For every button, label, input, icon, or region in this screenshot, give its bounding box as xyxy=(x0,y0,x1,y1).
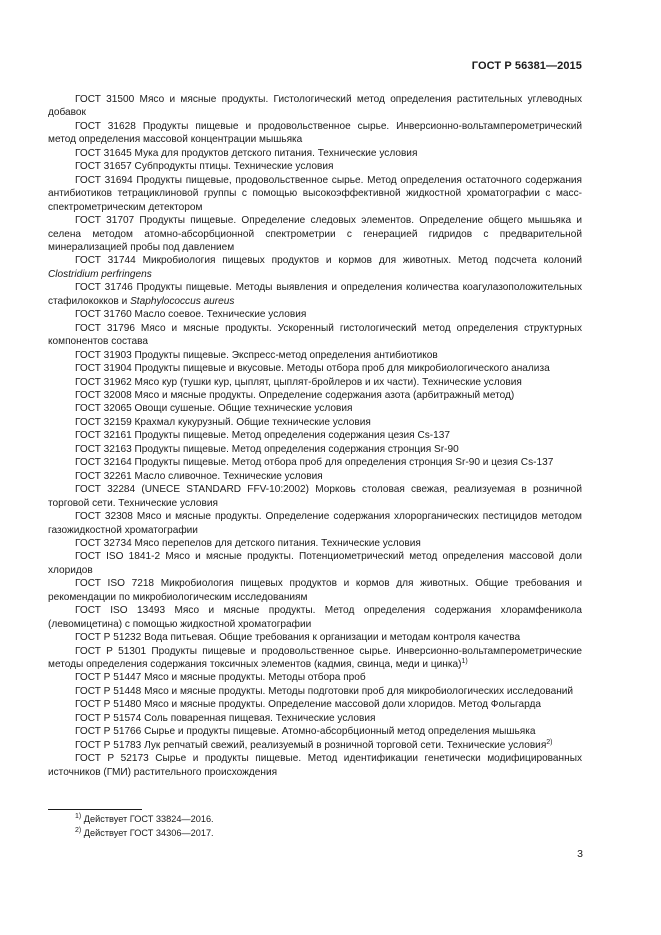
list-item: ГОСТ Р 51480 Мясо и мясные продукты. Определение массовой доли хлоридов. Метод Фольгарда xyxy=(75,699,541,711)
footnote-ref: 1) xyxy=(461,658,468,666)
footnote xyxy=(48,826,582,840)
list-item: ГОСТ 32261 Масло сливочное. Технические условия xyxy=(75,470,323,482)
list-item: ГОСТ 32159 Крахмал кукурузный. Общие технические условия xyxy=(75,416,371,428)
list-item: ГОСТ Р 51232 Вода питьевая. Общие требования к организации и методам контроля качества xyxy=(75,632,521,644)
list-item: ГОСТ 31628 Продукты пищевые и продовольственное сырье. Инверсионно-вольтамперометрический метод определения массовой концентрации мышьяка xyxy=(48,120,582,146)
footnote-ref: 2) xyxy=(546,738,553,746)
footnote-divider xyxy=(48,809,142,810)
list-item: ГОСТ 31796 Мясо и мясные продукты. Ускоренный гистологический метод определения структурных компонентов состава xyxy=(48,322,582,348)
list-item: ГОСТ 32065 Овощи сушеные. Общие технические условия xyxy=(75,403,353,415)
list-item: ГОСТ 31904 Продукты пищевые и вкусовые. Методы отбора проб для микробиологического анализа xyxy=(75,363,550,375)
species-name: Staphylococcus aureus xyxy=(130,295,235,307)
normative-references-list xyxy=(48,93,582,779)
list-item: ГОСТ 31962 Мясо кур (тушки кур, цыплят, цыплят-бройлеров и их части). Технические условия xyxy=(75,376,522,388)
list-item: ГОСТ 32164 Продукты пищевые. Метод отбора проб для определения стронция Sr-90 и цезия Cs-137 xyxy=(75,457,554,469)
list-item: ГОСТ Р 51574 Соль поваренная пищевая. Технические условия xyxy=(75,712,376,724)
list-item: ГОСТ 32008 Мясо и мясные продукты. Определение содержания азота (арбитражный метод) xyxy=(75,389,515,401)
footnote-mark: 1) xyxy=(75,813,82,820)
footnotes xyxy=(48,812,582,840)
footnote-mark: 2) xyxy=(75,827,82,834)
species-name: Clostridium perfringens xyxy=(48,268,152,280)
list-item: ГОСТ ISO 1841-2 Мясо и мясные продукты. Потенциометрический метод определения массовой доли хлоридов xyxy=(48,551,582,576)
list-item: ГОСТ 31645 Мука для продуктов детского питания. Технические условия xyxy=(75,147,418,159)
page-number: 3 xyxy=(577,848,583,860)
footnote xyxy=(48,812,582,826)
list-item: ГОСТ 31694 Продукты пищевые, продовольственное сырье. Метод определения остаточного содержания антибиотиков тетрациклиновой группы с помощью высокоэффективной жидкостной хроматографии с масс-спектрометрическим детектором xyxy=(48,174,582,213)
footnote-text: Действует ГОСТ 33824—2016. xyxy=(81,814,214,824)
list-item: ГОСТ ISO 7218 Микробиология пищевых продуктов и кормов для животных. Общие требования и рекомендации по микробиологическим исследованиям xyxy=(48,578,582,603)
list-item: ГОСТ 32163 Продукты пищевые. Метод определения содержания стронция Sr-90 xyxy=(75,443,459,455)
list-item xyxy=(48,281,582,308)
list-item xyxy=(48,254,582,281)
list-item-text: ГОСТ 31744 Микробиология пищевых продуктов и кормов для животных. Метод подсчета колоний xyxy=(75,255,582,267)
list-item: ГОСТ Р 51448 Мясо и мясные продукты. Методы подготовки проб для микробиологических исследований xyxy=(75,685,574,697)
list-item: ГОСТ 31657 Субпродукты птицы. Технические условия xyxy=(75,161,334,173)
list-item: ГОСТ Р 52173 Сырье и продукты пищевые. Метод идентификации генетически модифицированных источников (ГМИ) растительного происхождения xyxy=(48,753,582,778)
footnote-text: Действует ГОСТ 34306—2017. xyxy=(81,828,214,838)
list-item: ГОСТ Р 51766 Сырье и продукты пищевые. Атомно-абсорбционный метод определения мышьяка xyxy=(75,726,536,738)
list-item: ГОСТ 32734 Мясо перепелов для детского питания. Технические условия xyxy=(75,537,421,549)
list-item: ГОСТ 31903 Продукты пищевые. Экспресс-метод определения антибиотиков xyxy=(75,349,438,361)
list-item: ГОСТ 32161 Продукты пищевые. Метод определения содержания цезия Cs-137 xyxy=(75,430,450,442)
list-item: ГОСТ ISO 13493 Мясо и мясные продукты. Метод определения содержания хлорамфеникола (левомицетина) с помощью жидкостной хроматографии xyxy=(48,605,582,630)
document-header: ГОСТ Р 56381—2015 xyxy=(471,60,582,72)
list-item: ГОСТ 31500 Мясо и мясные продукты. Гистологический метод определения растительных углеводных добавок xyxy=(48,94,582,119)
list-item xyxy=(48,645,582,672)
list-item: ГОСТ 32284 (UNECE STANDARD FFV-10:2002) Морковь столовая свежая, реализуемая в розничной торговой сети. Технические условия xyxy=(48,484,582,509)
list-item-text: ГОСТ 31746 Продукты пищевые. Методы выявления и определения количества коагулазоположительных стафилококков и xyxy=(48,282,582,307)
list-item: ГОСТ 31707 Продукты пищевые. Определение следовых элементов. Определение общего мышьяка и селена методом атомно-абсорбционной спектрометрии с генерацией гидридов с предварительной минерализацией пробы под давлением xyxy=(48,215,582,253)
list-item: ГОСТ Р 51447 Мясо и мясные продукты. Методы отбора проб xyxy=(75,672,366,684)
list-item-text: ГОСТ Р 51301 Продукты пищевые и продовольственное сырье. Инверсионно-вольтамперометрические методы определения содержания токсичных элементов (кадмия, свинца, меди и цинка) xyxy=(48,645,582,671)
list-item xyxy=(48,739,582,752)
list-item: ГОСТ 32308 Мясо и мясные продукты. Определение содержания хлорорганических пестицидов методом газожидкостной хроматографии xyxy=(48,511,582,536)
list-item-text: ГОСТ Р 51783 Лук репчатый свежий, реализуемый в розничной торговой сети. Технические условия xyxy=(75,739,547,751)
list-item: ГОСТ 31760 Масло соевое. Технические условия xyxy=(75,309,307,321)
